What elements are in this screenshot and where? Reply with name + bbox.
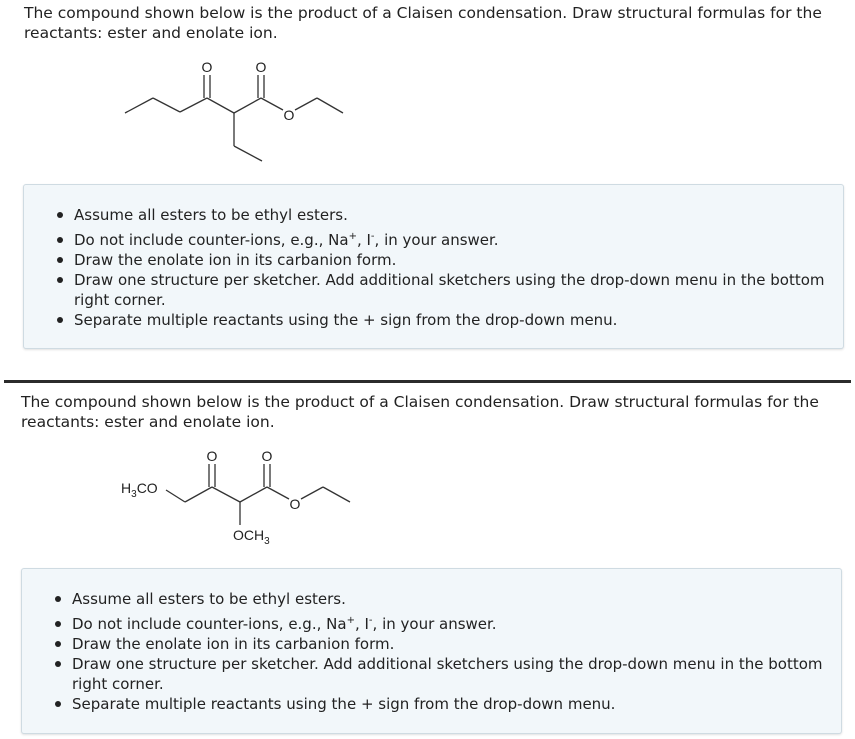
product-structure-1: [0, 0, 855, 200]
instruction-item: Assume all esters to be ethyl esters.: [72, 589, 841, 609]
bond: [261, 98, 283, 110]
carbonyl-oxygen-label: O: [255, 59, 267, 75]
methoxy-label: $H_3CO$: [121, 480, 158, 500]
bond: [234, 98, 261, 113]
bond: [212, 487, 240, 502]
bond: [267, 487, 289, 499]
bond: [125, 98, 153, 113]
prompt-line-2: reactants: ester and enolate ion.: [21, 413, 275, 431]
section-divider: [4, 380, 851, 383]
bond: [317, 98, 343, 113]
carbonyl-oxygen-label: O: [261, 448, 273, 464]
instruction-item: Draw one structure per sketcher. Add additional sketchers using the drop-down menu in the bottom right corner.: [74, 270, 843, 310]
bond: [234, 146, 262, 161]
bond: [180, 98, 207, 112]
carbonyl-oxygen-label: O: [206, 448, 218, 464]
question-2-prompt: [21, 392, 819, 432]
ester-oxygen-label: O: [289, 496, 301, 512]
bond: [301, 487, 323, 499]
bond: [323, 487, 350, 502]
bond: [207, 98, 234, 113]
instructions-box-1: [23, 184, 844, 349]
bond: [153, 98, 180, 112]
bond: [166, 490, 185, 502]
instruction-item: Draw the enolate ion in its carbanion form.: [72, 634, 841, 654]
ester-oxygen-label: O: [283, 107, 295, 123]
instruction-item: Separate multiple reactants using the + sign from the drop-down menu.: [72, 694, 841, 714]
bond: [240, 487, 267, 502]
instruction-item: Assume all esters to be ethyl esters.: [74, 205, 843, 225]
instruction-item: Do not include counter-ions, e.g., Na+, I-, in your answer.: [72, 614, 841, 634]
instruction-item: Do not include counter-ions, e.g., Na+, I-, in your answer.: [74, 230, 843, 250]
bond: [185, 487, 212, 502]
instruction-item: Draw the enolate ion in its carbanion form.: [74, 250, 843, 270]
prompt-line-2: reactants: ester and enolate ion.: [24, 24, 278, 42]
bond: [295, 98, 317, 110]
instructions-box-2: [21, 568, 842, 734]
prompt-line-1: The compound shown below is the product of a Claisen condensation. Draw structural formulas for the: [24, 4, 822, 22]
instruction-item: Draw one structure per sketcher. Add additional sketchers using the drop-down menu in the bottom right corner.: [72, 654, 841, 694]
instruction-item: Separate multiple reactants using the + sign from the drop-down menu.: [74, 310, 843, 330]
carbonyl-oxygen-label: O: [201, 59, 213, 75]
product-structure-2: [0, 440, 855, 550]
methoxy-label: $OCH_3$: [233, 527, 270, 547]
prompt-line-1: The compound shown below is the product of a Claisen condensation. Draw structural formulas for the: [21, 393, 819, 411]
